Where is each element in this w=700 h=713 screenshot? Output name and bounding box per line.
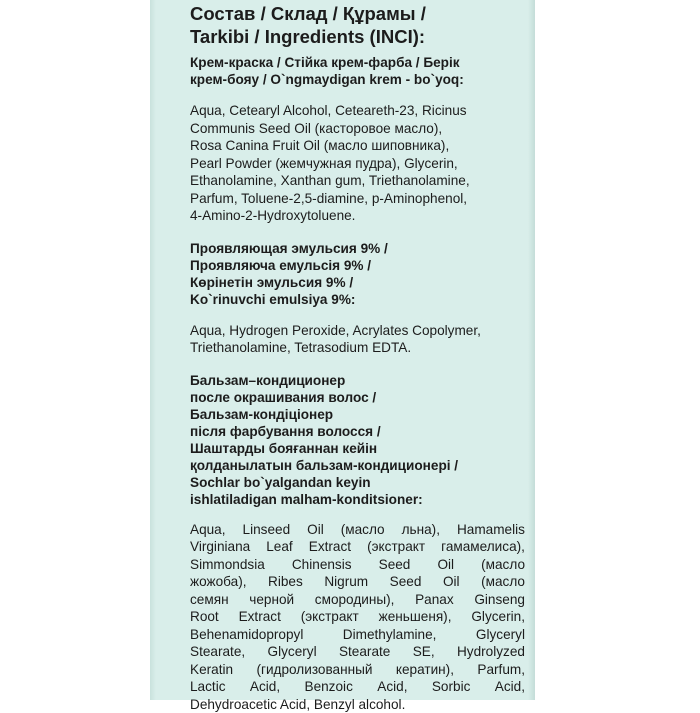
balm-ingredient-line bbox=[190, 591, 525, 609]
emulsion-title-line: Проявляющая эмульсия 9% / bbox=[190, 240, 525, 257]
balm-ingredient-word: Leaf bbox=[266, 538, 292, 556]
balm-ingredient-word: Dimethylamine, bbox=[343, 626, 437, 644]
balm-ingredient-line bbox=[190, 573, 525, 591]
balm-ingredient-word: Linseed bbox=[243, 521, 291, 539]
balm-ingredient-word: (экстракт bbox=[367, 538, 425, 556]
panel-right-edge bbox=[528, 0, 535, 700]
balm-ingredient-word: Glyceryl bbox=[476, 626, 525, 644]
balm-ingredient-word: Glyceryl bbox=[268, 643, 317, 661]
ingredients-heading-line-1: Состав / Склад / Құрамы / bbox=[190, 4, 525, 23]
balm-ingredient-word: (гидролизованный bbox=[256, 661, 372, 679]
balm-ingredient-word: кератин), bbox=[396, 661, 454, 679]
panel-left-edge bbox=[150, 0, 156, 700]
emulsion-title-line: Ko`rinuvchi emulsiya 9%: bbox=[190, 291, 525, 308]
balm-ingredient-word: Acid, bbox=[250, 678, 280, 696]
balm-ingredient-word: Seed bbox=[390, 573, 422, 591]
emulsion-ingredient-line: Aqua, Hydrogen Peroxide, Acrylates Copolymer, bbox=[190, 322, 525, 340]
balm-ingredient-word: смородины), bbox=[315, 591, 395, 609]
balm-ingredient-word: Panax bbox=[415, 591, 454, 609]
cream-ingredient-line: Aqua, Cetearyl Alcohol, Ceteareth-23, Ricinus bbox=[190, 102, 525, 120]
emulsion-title bbox=[190, 240, 525, 308]
cream-ingredient-line: Pearl Powder (жемчужная пудра), Glycerin, bbox=[190, 155, 525, 173]
balm-ingredient-word: гамамелиса), bbox=[441, 538, 525, 556]
balm-title-line: Бальзам–кондиционер bbox=[190, 372, 525, 389]
balm-ingredient-word: Glycerin, bbox=[471, 608, 525, 626]
balm-title bbox=[190, 372, 525, 508]
cream-ingredient-line: Communis Seed Oil (касторовое масло), bbox=[190, 120, 525, 138]
cream-dye-ingredients bbox=[190, 102, 525, 225]
balm-ingredient-word: Virginiana bbox=[190, 538, 250, 556]
balm-ingredient-word: Acid, bbox=[495, 678, 525, 696]
balm-ingredient-line bbox=[190, 608, 525, 626]
balm-ingredient-word: Stearate bbox=[339, 643, 390, 661]
balm-title-line: Sochlar bo`yalgandan keyin bbox=[190, 474, 525, 491]
balm-ingredient-word: Extract bbox=[239, 608, 281, 626]
balm-ingredient-word: Ginseng bbox=[474, 591, 525, 609]
balm-ingredient-word: (экстракт bbox=[301, 608, 359, 626]
balm-ingredient-word: SE, bbox=[413, 643, 435, 661]
balm-ingredient-word: Root bbox=[190, 608, 219, 626]
cream-ingredient-line: Rosa Canina Fruit Oil (масло шиповника), bbox=[190, 137, 525, 155]
balm-ingredient-word: льна), bbox=[402, 521, 440, 539]
balm-ingredients bbox=[190, 521, 525, 713]
balm-ingredient-line bbox=[190, 626, 525, 644]
emulsion-title-line: Проявляюча емульсія 9% / bbox=[190, 257, 525, 274]
balm-title-line: після фарбування волосся / bbox=[190, 423, 525, 440]
balm-ingredient-word: Behenamidopropyl bbox=[190, 626, 303, 644]
balm-ingredient-word: Stearate, bbox=[190, 643, 245, 661]
balm-title-line: ishlatiladigan malham-konditsioner: bbox=[190, 491, 525, 508]
balm-ingredient-word: Acid, bbox=[377, 678, 407, 696]
balm-ingredient-line bbox=[190, 661, 525, 679]
balm-ingredient-word: жожоба), bbox=[190, 573, 247, 591]
balm-ingredient-line bbox=[190, 556, 525, 574]
cream-dye-title-line-2: крем-бояу / O`ngmaydigan krem - bo`yoq: bbox=[190, 71, 525, 88]
balm-ingredient-word: Lactic bbox=[190, 678, 226, 696]
balm-title-line: Бальзам-кондіціонер bbox=[190, 406, 525, 423]
cream-ingredient-line: 4-Amino-2-Hydroxytoluene. bbox=[190, 207, 525, 225]
balm-ingredient-word: Hydrolyzed bbox=[457, 643, 525, 661]
balm-ingredient-word: Oil bbox=[437, 556, 454, 574]
balm-ingredient-line bbox=[190, 643, 525, 661]
emulsion-ingredients bbox=[190, 322, 525, 357]
balm-ingredient-word: Oil bbox=[443, 573, 460, 591]
ingredients-heading-line-2: Tarkibi / Ingredients (INCI): bbox=[190, 27, 525, 46]
balm-ingredient-word: черной bbox=[249, 591, 294, 609]
balm-ingredient-word: Simmondsia bbox=[190, 556, 265, 574]
balm-ingredient-line bbox=[190, 521, 525, 539]
balm-ingredient-word: (масло bbox=[341, 521, 385, 539]
cream-ingredient-line: Ethanolamine, Xanthan gum, Triethanolamine, bbox=[190, 172, 525, 190]
balm-ingredient-word: Ribes bbox=[268, 573, 303, 591]
emulsion-title-line: Көрінетін эмульсия 9% / bbox=[190, 274, 525, 291]
balm-ingredient-word: Extract bbox=[309, 538, 351, 556]
balm-title-line: қолданылатын бальзам-кондиционері / bbox=[190, 457, 525, 474]
balm-title-line: после окрашивания волос / bbox=[190, 389, 525, 406]
balm-title-line: Шаштарды бояғаннан кейін bbox=[190, 440, 525, 457]
balm-ingredient-word: Keratin bbox=[190, 661, 233, 679]
emulsion-ingredient-line: Triethanolamine, Tetrasodium EDTA. bbox=[190, 339, 525, 357]
balm-ingredient-word: семян bbox=[190, 591, 229, 609]
balm-ingredient-line bbox=[190, 678, 525, 696]
balm-ingredient-line bbox=[190, 538, 525, 556]
balm-ingredient-word: Sorbic bbox=[432, 678, 471, 696]
cream-ingredient-line: Parfum, Toluene-2,5-diamine, p-Aminophenol, bbox=[190, 190, 525, 208]
balm-ingredient-word: Aqua, bbox=[190, 521, 226, 539]
balm-ingredient-line bbox=[190, 696, 525, 713]
balm-ingredient-word: Oil bbox=[307, 521, 324, 539]
balm-ingredient-word: Parfum, bbox=[477, 661, 525, 679]
balm-ingredient-word: Dehydroacetic Acid, Benzyl alcohol. bbox=[190, 697, 405, 712]
balm-ingredient-word: Nigrum bbox=[324, 573, 368, 591]
cream-dye-title-line-1: Крем-краска / Стійка крем-фарба / Берік bbox=[190, 54, 525, 71]
balm-ingredient-word: Chinensis bbox=[292, 556, 352, 574]
balm-ingredient-word: Benzoic bbox=[305, 678, 353, 696]
balm-ingredient-word: (масло bbox=[481, 573, 525, 591]
balm-ingredient-word: Hamamelis bbox=[457, 521, 525, 539]
balm-ingredient-word: женьшеня), bbox=[379, 608, 452, 626]
ingredients-text-block bbox=[190, 0, 525, 713]
balm-ingredient-word: (масло bbox=[481, 556, 525, 574]
balm-ingredient-word: Seed bbox=[379, 556, 411, 574]
